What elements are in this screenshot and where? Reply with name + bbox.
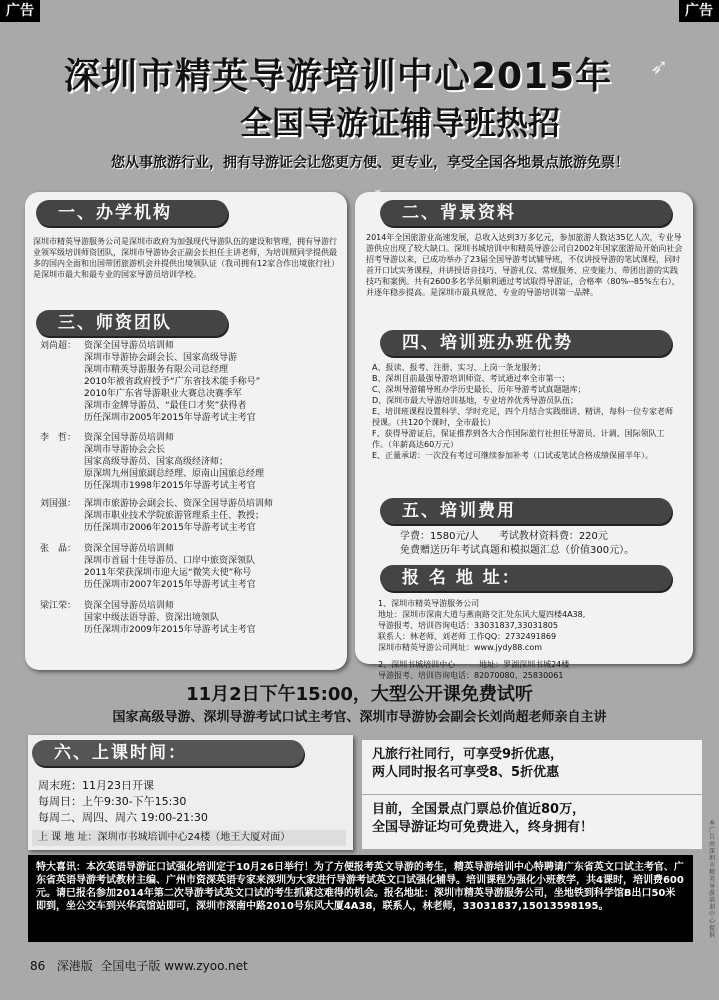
credential-line: 历任深圳市2007年2015年导游考试主考官 xyxy=(84,580,256,590)
credential-line: 资深全国导游员培训师 xyxy=(84,601,175,611)
schedule-lines xyxy=(38,778,348,826)
promo-tickets-line1: 目前，全国景点门票总价值近80万， xyxy=(372,802,586,817)
teacher-credentials xyxy=(84,543,364,591)
promo-tickets-line2: 全国导游证均可免费进入，终身拥有！ xyxy=(372,820,594,835)
credential-line: 资深全国导游员培训师 xyxy=(84,544,175,554)
teacher-name: 李 哲： xyxy=(40,433,77,443)
advantage-item: E、正量承诺：一次没有考过可继续参加补考（口试或笔试合格成绩保留半年）。 xyxy=(372,451,654,460)
section-4-heading: 四、培训班办班优势 xyxy=(380,330,672,356)
credential-line: 资深全国导游员培训师 xyxy=(84,433,175,443)
fee-list xyxy=(400,530,690,558)
promo-discount xyxy=(362,740,702,794)
credential-line: 深圳市导游协会副会长、国家高级导游 xyxy=(84,353,238,363)
fee-line: 免费赠送历年考试真题和模拟题汇总（价值300元）。 xyxy=(400,545,635,556)
fee-line: 学费：1580元/人 考试教材资料费：220元 xyxy=(400,531,608,542)
address-block xyxy=(378,659,686,681)
teacher-credentials xyxy=(84,340,364,424)
address-line: 联系人：林老师、刘老师 工作QQ：2732491869 xyxy=(378,632,557,641)
credential-line: 深圳市精英导游服务有限公司总经理 xyxy=(84,365,229,375)
footer xyxy=(30,957,248,974)
section-1-heading: 一、办学机构 xyxy=(36,200,228,226)
address-line: 1、深圳市精英导游服务公司 xyxy=(378,599,480,608)
teacher-credentials xyxy=(84,498,364,534)
open-class-subtitle: 国家高级导游、深圳导游考试口试主考官、深圳市导游协会副会长刘尚超老师亲自主讲 xyxy=(112,710,607,725)
address-line: 地址：深圳市深南大道与燕南路交汇处东风大厦四楼4A38, xyxy=(378,610,586,619)
open-class-title: 11月2日下午15:00，大型公开课免费试听 xyxy=(186,684,533,705)
sub-title: 全国导游证辅导班热招 xyxy=(239,104,560,142)
credential-line: 深圳市首届十佳导游员、口岸中旅资深领队 xyxy=(84,556,256,566)
advantage-item: C、深圳导游辅导班办学历史最长、历年导游考试真题题库； xyxy=(372,385,586,394)
teacher-credentials xyxy=(84,600,364,636)
advantage-item: F、获得导游证后，保证推荐到各大合作国际旅行社担任导游员、计调、国际领队工作。（年薪高达60万元） xyxy=(372,429,665,449)
teacher-name: 刘国强： xyxy=(40,499,77,509)
advantage-item: B、深圳目前最强导游培训师资、考试通过率全市第一； xyxy=(372,374,570,383)
credential-line: 2010年广东省导游职业大赛总决赛季军 xyxy=(84,389,242,399)
side-note: 本广告由深圳市精英导游培训中心提供 xyxy=(709,820,716,939)
teacher-credentials xyxy=(84,432,364,492)
teacher-name: 刘尚超： xyxy=(40,341,77,351)
section-3-heading: 三、师资团队 xyxy=(36,310,228,336)
slogan: 您从事旅游行业，拥有导游证会让您更方便、更专业，享受全国各地景点旅游免票！ xyxy=(111,155,629,171)
address-line: 深圳市精英导游公司网址：www.jydy88.com xyxy=(378,643,543,652)
advantage-item: D、深圳市最大导游培训基地，专业培养优秀导游员队伍； xyxy=(372,396,579,405)
credential-line: 深圳市职业技术学院旅游管理系主任、教授； xyxy=(84,511,265,521)
credential-line: 历任深圳市2005年2015年导游考试主考官 xyxy=(84,413,256,423)
edition-label: 深港版 xyxy=(56,959,93,973)
promo-discount-line1: 凡旅行社同行，可享受9折优惠， xyxy=(372,747,564,762)
schedule-line: 每周日：上午9:30-下午15:30 xyxy=(38,795,187,808)
class-address: 上 课 地 址：深圳市书城培训中心24楼（地王大厦对面） xyxy=(32,830,346,846)
main-title: 深圳市精英导游培训中心2015年 xyxy=(63,56,613,97)
section-2-body: 2014年全国旅游业高速发展，总收入达到3万多亿元，参加旅游人数达35亿人次，专业导游供应出现了较大缺口。深圳书城培训中和精英导游公司自2002年国家旅游局开始向社会招考导游以来，已成功举办了23届全国导游考试辅导班，不仅讲授导游的笔试课程，同时首开口试实务课程，并讲授语音技巧、导游礼仪、常规服务、应变能力、带团出游的实践技巧和案例。共有2600多名学员顺利通过考试取得导游证，合格率（80%--85%左右），并逐年稳步提高。是深圳市最具规范、专业的导游培训第一品牌。 xyxy=(366,233,683,297)
teacher-name: 梁江荣： xyxy=(40,601,77,611)
notice-box: 特大喜讯：本次英语导游证口试强化培训定于10月26日举行！为了方便报考英文导游的考生，精英导游培训中心特聘请广东省英文口试主考官、广东省英语导游考试教材主编、广州市资深英语专家来深圳为大家进行导游考试英文口试强化辅导。培训课程为强化小班教学，共4课时，培训费600元。请已报名参加2014年第二次导游考试英文口试的考生抓紧这难得的机会。报名地址：深圳市精英导游服务公司，坐地铁到科学馆B出口50米即到，坐公交车到兴华宾馆站即可，深圳市深南中路2010号东风大厦4A38，联系人，林老师，33031837,15013598195。 xyxy=(28,855,693,942)
schedule-line: 周末班：11月23日开课 xyxy=(38,779,154,792)
credential-line: 深圳市金牌导游员、“最佳口才奖”获得者 xyxy=(84,401,247,411)
ad-label-left: 广告 xyxy=(0,0,40,22)
section-1-body: 深圳市精英导游服务公司是深圳市政府为加强现代导游队伍的建设和管理，拥有导游行业领军级培训师资团队，深圳市导游协会正副会长担任主讲老师，为培训照同学提供最多的国内全面和出国带团旅游机会并提供出境领队证（我司拥有12家合作出境旅行社）是深圳市最大和最专业的国家导游员培训学校。 xyxy=(33,237,340,279)
credential-line: 2011年荣获深圳市迎大运“微笑大使”称号 xyxy=(84,568,252,578)
address-block xyxy=(378,598,686,653)
credential-line: 深圳市旅游协会副会长、资深全国导游员培训师 xyxy=(84,499,274,509)
credential-line: 历任深圳市2009年2015年导游考试主考官 xyxy=(84,625,256,635)
credential-line: 历任深圳市1998年2015年导游考试主考官 xyxy=(84,481,256,491)
credential-line: 原深圳九州国旅副总经理、原南山国旅总经理 xyxy=(84,469,265,479)
advantage-item: A、报读、报考、注册、实习、上岗一条龙服务； xyxy=(372,363,546,372)
section-6-heading: 报 名 地 址： xyxy=(380,565,672,591)
site-label: 全国电子版 www.zyoo.net xyxy=(100,959,248,973)
credential-line: 国家高级导游员、国家高级经济师； xyxy=(84,457,229,467)
address-line: 导游报考、培训咨询电话：82070080、25830061 xyxy=(378,671,564,680)
credential-line: 深圳市导游协会会长 xyxy=(84,445,166,455)
page-number: 86 xyxy=(30,959,46,973)
address-list xyxy=(378,598,686,687)
advantage-list xyxy=(372,362,680,461)
credential-line: 国家中级法语导游、资深出境领队 xyxy=(84,613,220,623)
seagull-icon: ➶ xyxy=(650,55,669,80)
credential-line: 资深全国导游员培训师 xyxy=(84,341,175,351)
credential-line: 2010年被省政府授予“广东省技术能手称号” xyxy=(84,377,261,387)
promo-tickets xyxy=(362,795,702,849)
section-5-heading: 五、培训费用 xyxy=(380,498,672,524)
address-line: 导游报考、培训咨询电话：33031837,33031805 xyxy=(378,621,558,630)
address-line: 2、深圳书城培训中心 地址：罗湖深圳书城24楼 xyxy=(378,660,570,669)
teacher-name: 张 晶： xyxy=(40,544,77,554)
schedule-heading: 六、上课时间： xyxy=(32,740,304,766)
promo-discount-line2: 两人同时报名可享受8、5折优惠 xyxy=(372,765,560,780)
ad-label-right: 广告 xyxy=(679,0,719,22)
section-2-heading: 二、背景资料 xyxy=(380,200,672,226)
credential-line: 历任深圳市2006年2015年导游考试主考官 xyxy=(84,523,256,533)
schedule-line: 每周二、周四、周六 19:00-21:30 xyxy=(38,811,208,824)
advantage-item: E、培训班课程设置科学、学时充足，四个月结合实践细讲、精讲，每科一位专家老师授课。（共120个课时，全市最长） xyxy=(372,407,674,427)
